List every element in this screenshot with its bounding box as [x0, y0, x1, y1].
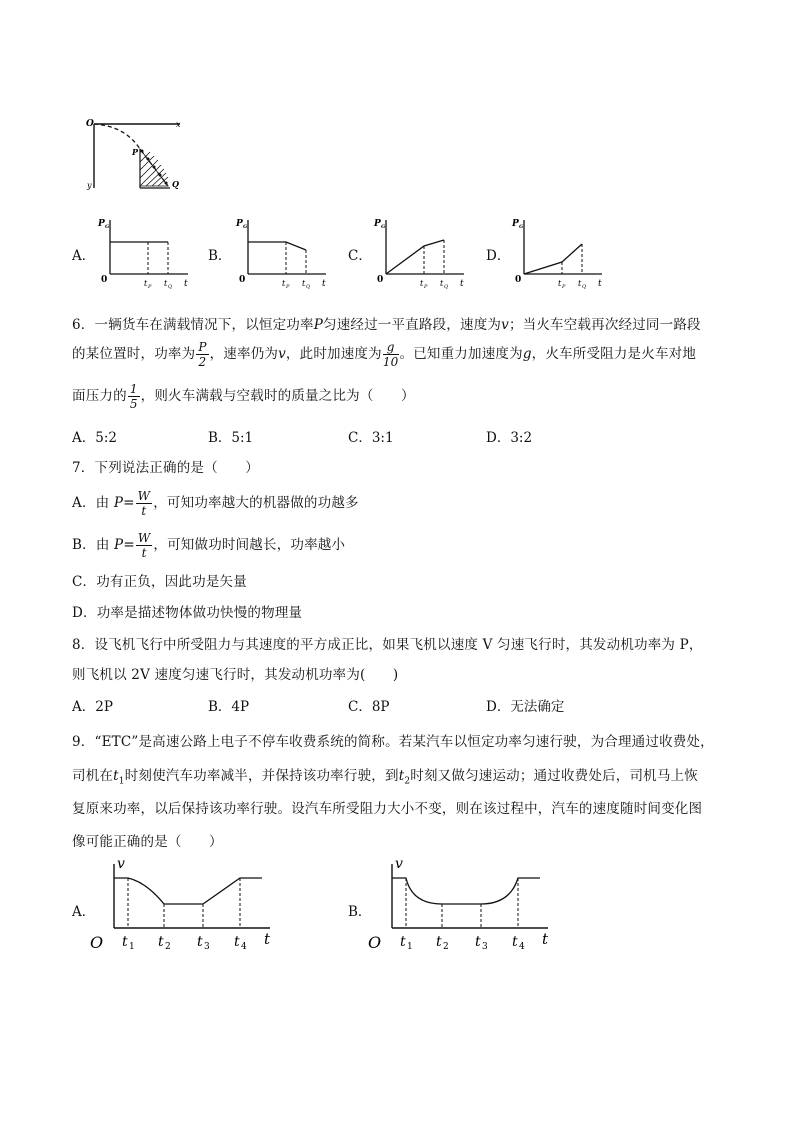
q9-stem-line2: 司机在$t_1$时刻使汽车功率减半，并保持该功率行驶，到$t_2$时刻又做匀速运动；通过收费处后，司机马上恢 — [72, 768, 698, 787]
q5-p-label: P — [132, 147, 139, 157]
q5-option-a-label: A． — [72, 248, 96, 264]
tp-tick-subscript: P — [148, 284, 152, 290]
origin-label: O — [90, 933, 104, 952]
origin-label: 0 — [515, 275, 522, 285]
q8-option-d: D．无法确定 — [486, 699, 565, 715]
q6-option-a: A．5:2 — [72, 430, 117, 446]
t-axis-label: t — [460, 279, 464, 289]
pg-axis-subscript: G — [105, 224, 110, 230]
q8-stem-line2: 则飞机以 2V 速度匀速飞行时，其发动机功率为( ) — [72, 667, 399, 683]
tick-subscript-2: 2 — [165, 942, 171, 952]
t-axis-label: t — [322, 279, 326, 289]
q5-graph-c — [372, 212, 472, 292]
q7-stem: 7．下列说法正确的是（ ） — [72, 460, 259, 476]
pg-axis-label: P — [236, 219, 243, 229]
tick-label-t2: t — [436, 934, 442, 950]
q9-stem-line3: 复原来功率，以后保持该功率行驶。设汽车所受阻力大小不变，则在该过程中，汽车的速度随时间变化图 — [72, 801, 703, 817]
q5-q-label: Q — [172, 179, 179, 189]
q7-option-c: C．功有正负，因此功是矢量 — [72, 574, 247, 590]
q7-option-b: B．由 P= $\frac{W}{t}$ ，可知做功时间越长，功率越小 — [72, 531, 346, 560]
v-axis-label: v — [117, 856, 125, 872]
tq-tick-subscript: Q — [582, 284, 587, 290]
q5-graph-d — [510, 212, 610, 292]
tick-label-t1: t — [400, 934, 406, 950]
pg-axis-label: P — [374, 219, 381, 229]
q8-option-a: A．2P — [72, 699, 113, 715]
tp-tick-subscript: P — [286, 284, 290, 290]
tick-label-t3: t — [475, 934, 481, 950]
tq-tick-label: t — [578, 279, 582, 288]
tick-label-t4: t — [512, 934, 518, 950]
q6-stem-line2: 的某位置时，功率为 $\frac{P}{2}$ ，速率仍为v，此时加速度为 $\frac{g}{10}$ 。已知重力加速度为g，火车所受阻力是火车对地 — [72, 340, 697, 369]
tp-tick-label: t — [558, 279, 562, 288]
tick-label-t3: t — [197, 934, 203, 950]
q9-graph-b — [364, 852, 564, 956]
q9-graph-a — [86, 852, 286, 956]
q5-x-label: x — [176, 120, 181, 129]
tick-subscript-1: 1 — [129, 942, 135, 952]
tick-label-t1: t — [122, 934, 128, 950]
tick-subscript-3: 3 — [482, 942, 488, 952]
v-axis-label: v — [395, 856, 403, 872]
q7-option-d: D．功率是描述物体做功快慢的物理量 — [72, 605, 303, 621]
q6-option-b: B．5:1 — [208, 430, 254, 446]
q9-option-a-label: A． — [72, 904, 96, 920]
tq-tick-label: t — [164, 279, 168, 288]
q9-stem-line4: 像可能正确的是（ ） — [72, 834, 223, 850]
q6-fraction-p-over-2: $\frac{P}{2}$ — [198, 340, 207, 369]
q6-stem-line3: 面压力的 $\frac{1}{5}$ ，则火车满载与空载时的质量之比为（ ） — [72, 382, 415, 411]
q6-fraction-1-over-5: $\frac{1}{5}$ — [129, 382, 138, 411]
q5-option-d-label: D． — [486, 248, 511, 264]
tq-tick-subscript: Q — [168, 284, 173, 290]
origin-label: 0 — [101, 275, 108, 285]
tq-tick-label: t — [440, 279, 444, 288]
q7-option-a: A．由 P= $\frac{W}{t}$ ，可知功率越大的机器做的功越多 — [72, 489, 359, 518]
q6-option-d: D．3:2 — [486, 430, 533, 446]
tick-subscript-4: 4 — [519, 942, 525, 952]
pg-axis-label: P — [512, 219, 519, 229]
q5-graph-a — [96, 212, 196, 292]
q9-option-b-label: B． — [348, 904, 372, 920]
t-axis-label: t — [598, 279, 602, 289]
q6-fraction-g-over-10: $\frac{g}{10}$ — [382, 340, 399, 369]
tp-tick-label: t — [144, 279, 148, 288]
q8-stem-line1: 8．设飞机飞行中所受阻力与其速度的平方成正比，如果飞机以速度 V 匀速飞行时，其发动机功率为 P， — [72, 637, 703, 653]
tick-subscript-1: 1 — [407, 942, 413, 952]
power-curve — [524, 244, 582, 274]
tq-tick-subscript: Q — [306, 284, 311, 290]
t-axis-label: t — [184, 279, 188, 289]
pg-axis-subscript: G — [519, 224, 524, 230]
tq-tick-subscript: Q — [444, 284, 449, 290]
q6-option-c: C．3:1 — [348, 430, 394, 446]
q5-trajectory-figure — [80, 112, 190, 194]
q5-origin-label: O — [86, 119, 94, 129]
q8-option-c: C．8P — [348, 699, 390, 715]
q7-a-fraction-w-over-t: $\frac{W}{t}$ — [137, 489, 151, 518]
tq-tick-label: t — [302, 279, 306, 288]
t-axis-label: t — [264, 930, 271, 948]
tick-subscript-2: 2 — [443, 942, 449, 952]
tick-subscript-4: 4 — [241, 942, 247, 952]
origin-label: 0 — [377, 275, 384, 285]
q5-option-c-label: C． — [348, 248, 372, 264]
t-axis-label: t — [542, 930, 549, 948]
power-curve — [248, 242, 306, 250]
q9-stem-line1: 9．“ETC”是高速公路上电子不停车收费系统的简称。若某汽车以恒定功率匀速行驶，为合理通过收费处， — [72, 734, 714, 750]
q7-b-fraction-w-over-t: $\frac{W}{t}$ — [137, 531, 151, 560]
q6-stem-line1: 6．一辆货车在满载情况下，以恒定功率P匀速经过一平直路段，速度为v；当火车空载再次经过同一路段 — [72, 317, 701, 333]
tp-tick-subscript: P — [424, 284, 428, 290]
tp-tick-subscript: P — [562, 284, 566, 290]
power-curve — [386, 240, 444, 274]
q5-option-b-label: B． — [208, 248, 232, 264]
tick-subscript-3: 3 — [204, 942, 210, 952]
q5-y-label: y — [87, 181, 92, 190]
tp-tick-label: t — [420, 279, 424, 288]
tick-label-t4: t — [234, 934, 240, 950]
tick-label-t2: t — [158, 934, 164, 950]
pg-axis-subscript: G — [243, 224, 248, 230]
q8-option-b: B．4P — [208, 699, 250, 715]
origin-label: O — [368, 933, 382, 952]
pg-axis-subscript: G — [381, 224, 386, 230]
pg-axis-label: P — [98, 219, 105, 229]
q5-graph-b — [234, 212, 334, 292]
tp-tick-label: t — [282, 279, 286, 288]
origin-label: 0 — [239, 275, 246, 285]
